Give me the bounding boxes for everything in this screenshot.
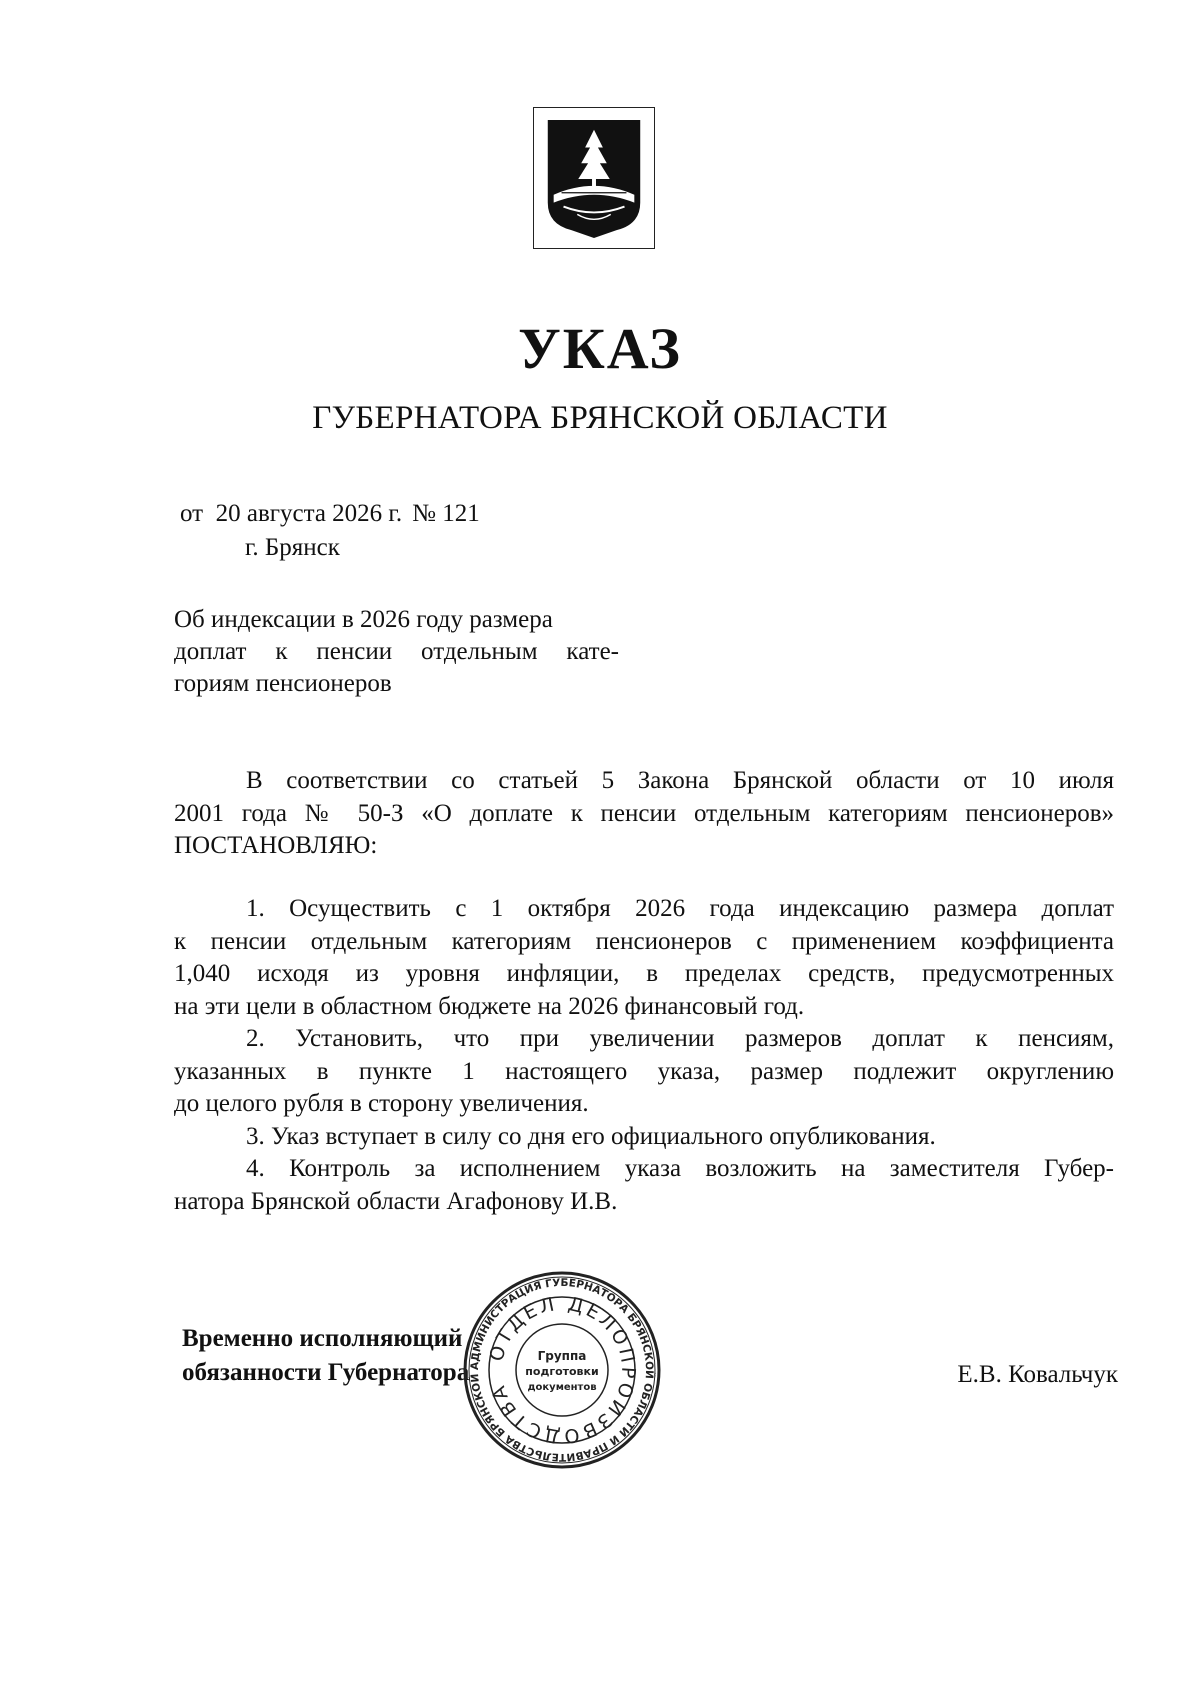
coat-of-arms-icon	[534, 108, 654, 248]
decree-date-line	[180, 501, 480, 526]
preamble-line: 2001 года № 50-З «О доплате к пенсии отдельным категориям пенсионеров»	[174, 799, 1114, 827]
coat-of-arms-emblem	[533, 107, 655, 249]
subject-line: Об индексации в 2026 году размера	[174, 606, 553, 633]
seal-icon	[462, 1270, 662, 1470]
document-subtitle: ГУБЕРНАТОРА БРЯНСКОЙ ОБЛАСТИ	[312, 400, 888, 436]
decree-date: от 20 августа 2026 г.	[180, 500, 403, 527]
item-2-line: 2. Установить, что при увеличении размеров доплат к пенсиям,	[246, 1025, 1114, 1052]
signatory-position-line: обязанности Губернатора	[182, 1359, 470, 1386]
item-1-line: 1. Осуществить с 1 октября 2026 года индексацию размера доплат	[246, 895, 1114, 922]
preamble-line: В соответствии со статьей 5 Закона Брянской области от 10 июля	[246, 767, 1114, 794]
subject-line: доплат к пенсии отдельным кате-	[174, 638, 619, 665]
item-1-line: 1,040 исходя из уровня инфляции, в пределах средств, предусмотренных	[174, 960, 1114, 987]
item-4-line: натора Брянской области Агафонову И.В.	[174, 1187, 618, 1215]
svg-text:подготовки: подготовки	[525, 1365, 599, 1378]
document-title: УКАЗ	[518, 316, 682, 381]
decree-number: № 121	[412, 500, 480, 527]
signatory-name: Е.В. Ковальчук	[957, 1361, 1118, 1388]
decree-preamble	[174, 765, 1114, 863]
decree-city: г. Брянск	[245, 534, 340, 561]
item-1-line: на эти цели в областном бюджете на 2026 финансовый год.	[174, 992, 805, 1020]
decree-items	[174, 893, 1114, 1218]
official-seal-stamp	[462, 1270, 662, 1470]
signatory-position-line: Временно исполняющий	[182, 1325, 463, 1352]
item-1-line: к пенсии отдельным категориям пенсионеров с применением коэффициента	[174, 927, 1114, 955]
item-4-line: 4. Контроль за исполнением указа возложить на заместителя Губер-	[246, 1155, 1114, 1182]
preamble-line: ПОСТАНОВЛЯЮ:	[174, 832, 378, 859]
svg-text:документов: документов	[527, 1382, 597, 1393]
item-3-line: 3. Указ вступает в силу со дня его официального опубликования.	[246, 1122, 936, 1150]
svg-text:АДМИНИСТРАЦИЯ ГУБЕРНАТОРА БРЯН: АДМИНИСТРАЦИЯ ГУБЕРНАТОРА БРЯНСКОЙ ОБЛАСТИ И ПРАВИТЕЛЬСТВА БРЯНСКОЙ	[468, 1276, 656, 1464]
signatory-position	[182, 1322, 469, 1390]
item-2-line: указанных в пункте 1 настоящего указа, размер подлежит округлению	[174, 1057, 1114, 1085]
item-2-line: до целого рубля в сторону увеличения.	[174, 1090, 589, 1117]
svg-text:Группа: Группа	[537, 1349, 587, 1363]
subject-line: гориям пенсионеров	[174, 670, 392, 697]
decree-subject	[174, 604, 619, 700]
svg-text:ОТДЕЛ ДЕЛОПРОИЗВОДСТВА: ОТДЕЛ ДЕЛОПРОИЗВОДСТВА	[485, 1292, 640, 1448]
